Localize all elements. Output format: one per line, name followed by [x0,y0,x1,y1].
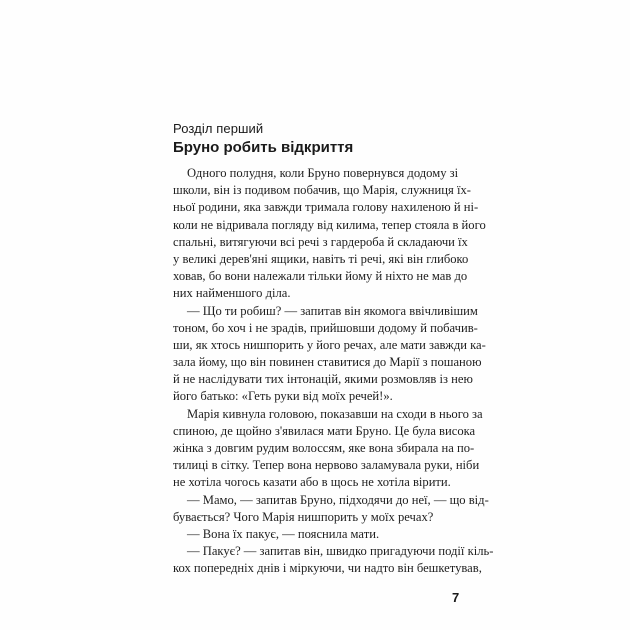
text-line: тилиці в сітку. Тепер вона нервово заламувала руки, ніби [173,458,480,473]
text-line: ньої родини, яка завжди тримала голову нахиленою й ні- [173,200,479,215]
chapter-label: Розділ перший [173,121,264,136]
text-line: Одного полудня, коли Бруно повернувся додому зі [187,166,459,180]
text-line: них найменшого діла. [173,286,291,301]
text-line: — Що ти робиш? — запитав він якомога ввічливішим [187,303,478,318]
text-line: школи, він із подивом побачив, що Марія, служниця їх- [173,183,471,198]
page-number: 7 [452,590,460,605]
text-line: не хотіла чогось казати або в щось не хотіла вірити. [173,475,451,490]
text-line: коли не відривала погляду від килима, тепер стояла в його [173,217,486,232]
text-line: жінка з довгим рудим волоссям, яке вона збирала на по- [173,441,475,455]
text-line: спиною, де щойно з'явилася мати Бруно. Це була висока [173,423,476,438]
text-line: зала йому, що він повинен ставитися до Марії з пошаною [173,355,482,370]
text-line: й не наслідувати тих інтонацій, якими розмовляв із нею [173,372,473,387]
chapter-heading [173,120,473,158]
text-line: у великі дерев'яні ящики, навіть ті речі, які він глибоко [173,251,469,266]
chapter-title: Бруно робить відкриття [173,139,354,156]
body-text [173,165,494,578]
text-line: ховав, бо вони належали тільки йому й ніхто не мав до [173,269,468,284]
text-line: Марія кивнула головою, показавши на сходи в нього за [187,406,483,421]
text-line: — Мамо, — запитав Бруно, підходячи до неї, — що від- [187,492,489,507]
text-line: ши, як хтось нишпорить у його речах, але мати завжди ка- [173,337,486,352]
text-line: його батько: «Геть руки від моїх речей!». [173,389,393,404]
text-line: — Пакує? — запитав він, швидко пригадуючи події кіль- [187,544,494,559]
text-line: бувається? Чого Марія нишпорить у моїх речах? [173,509,434,524]
text-line: — Вона їх пакує, — пояснила мати. [187,526,380,541]
text-line: тоном, бо хоч і не зрадів, прийшовши додому й побачив- [173,320,478,335]
text-line: кох попередніх днів і міркуючи, чи надто він бешкетував, [173,561,482,576]
text-line: спальні, витягуючи всі речі з гардероба й складаючи їх [173,234,468,249]
